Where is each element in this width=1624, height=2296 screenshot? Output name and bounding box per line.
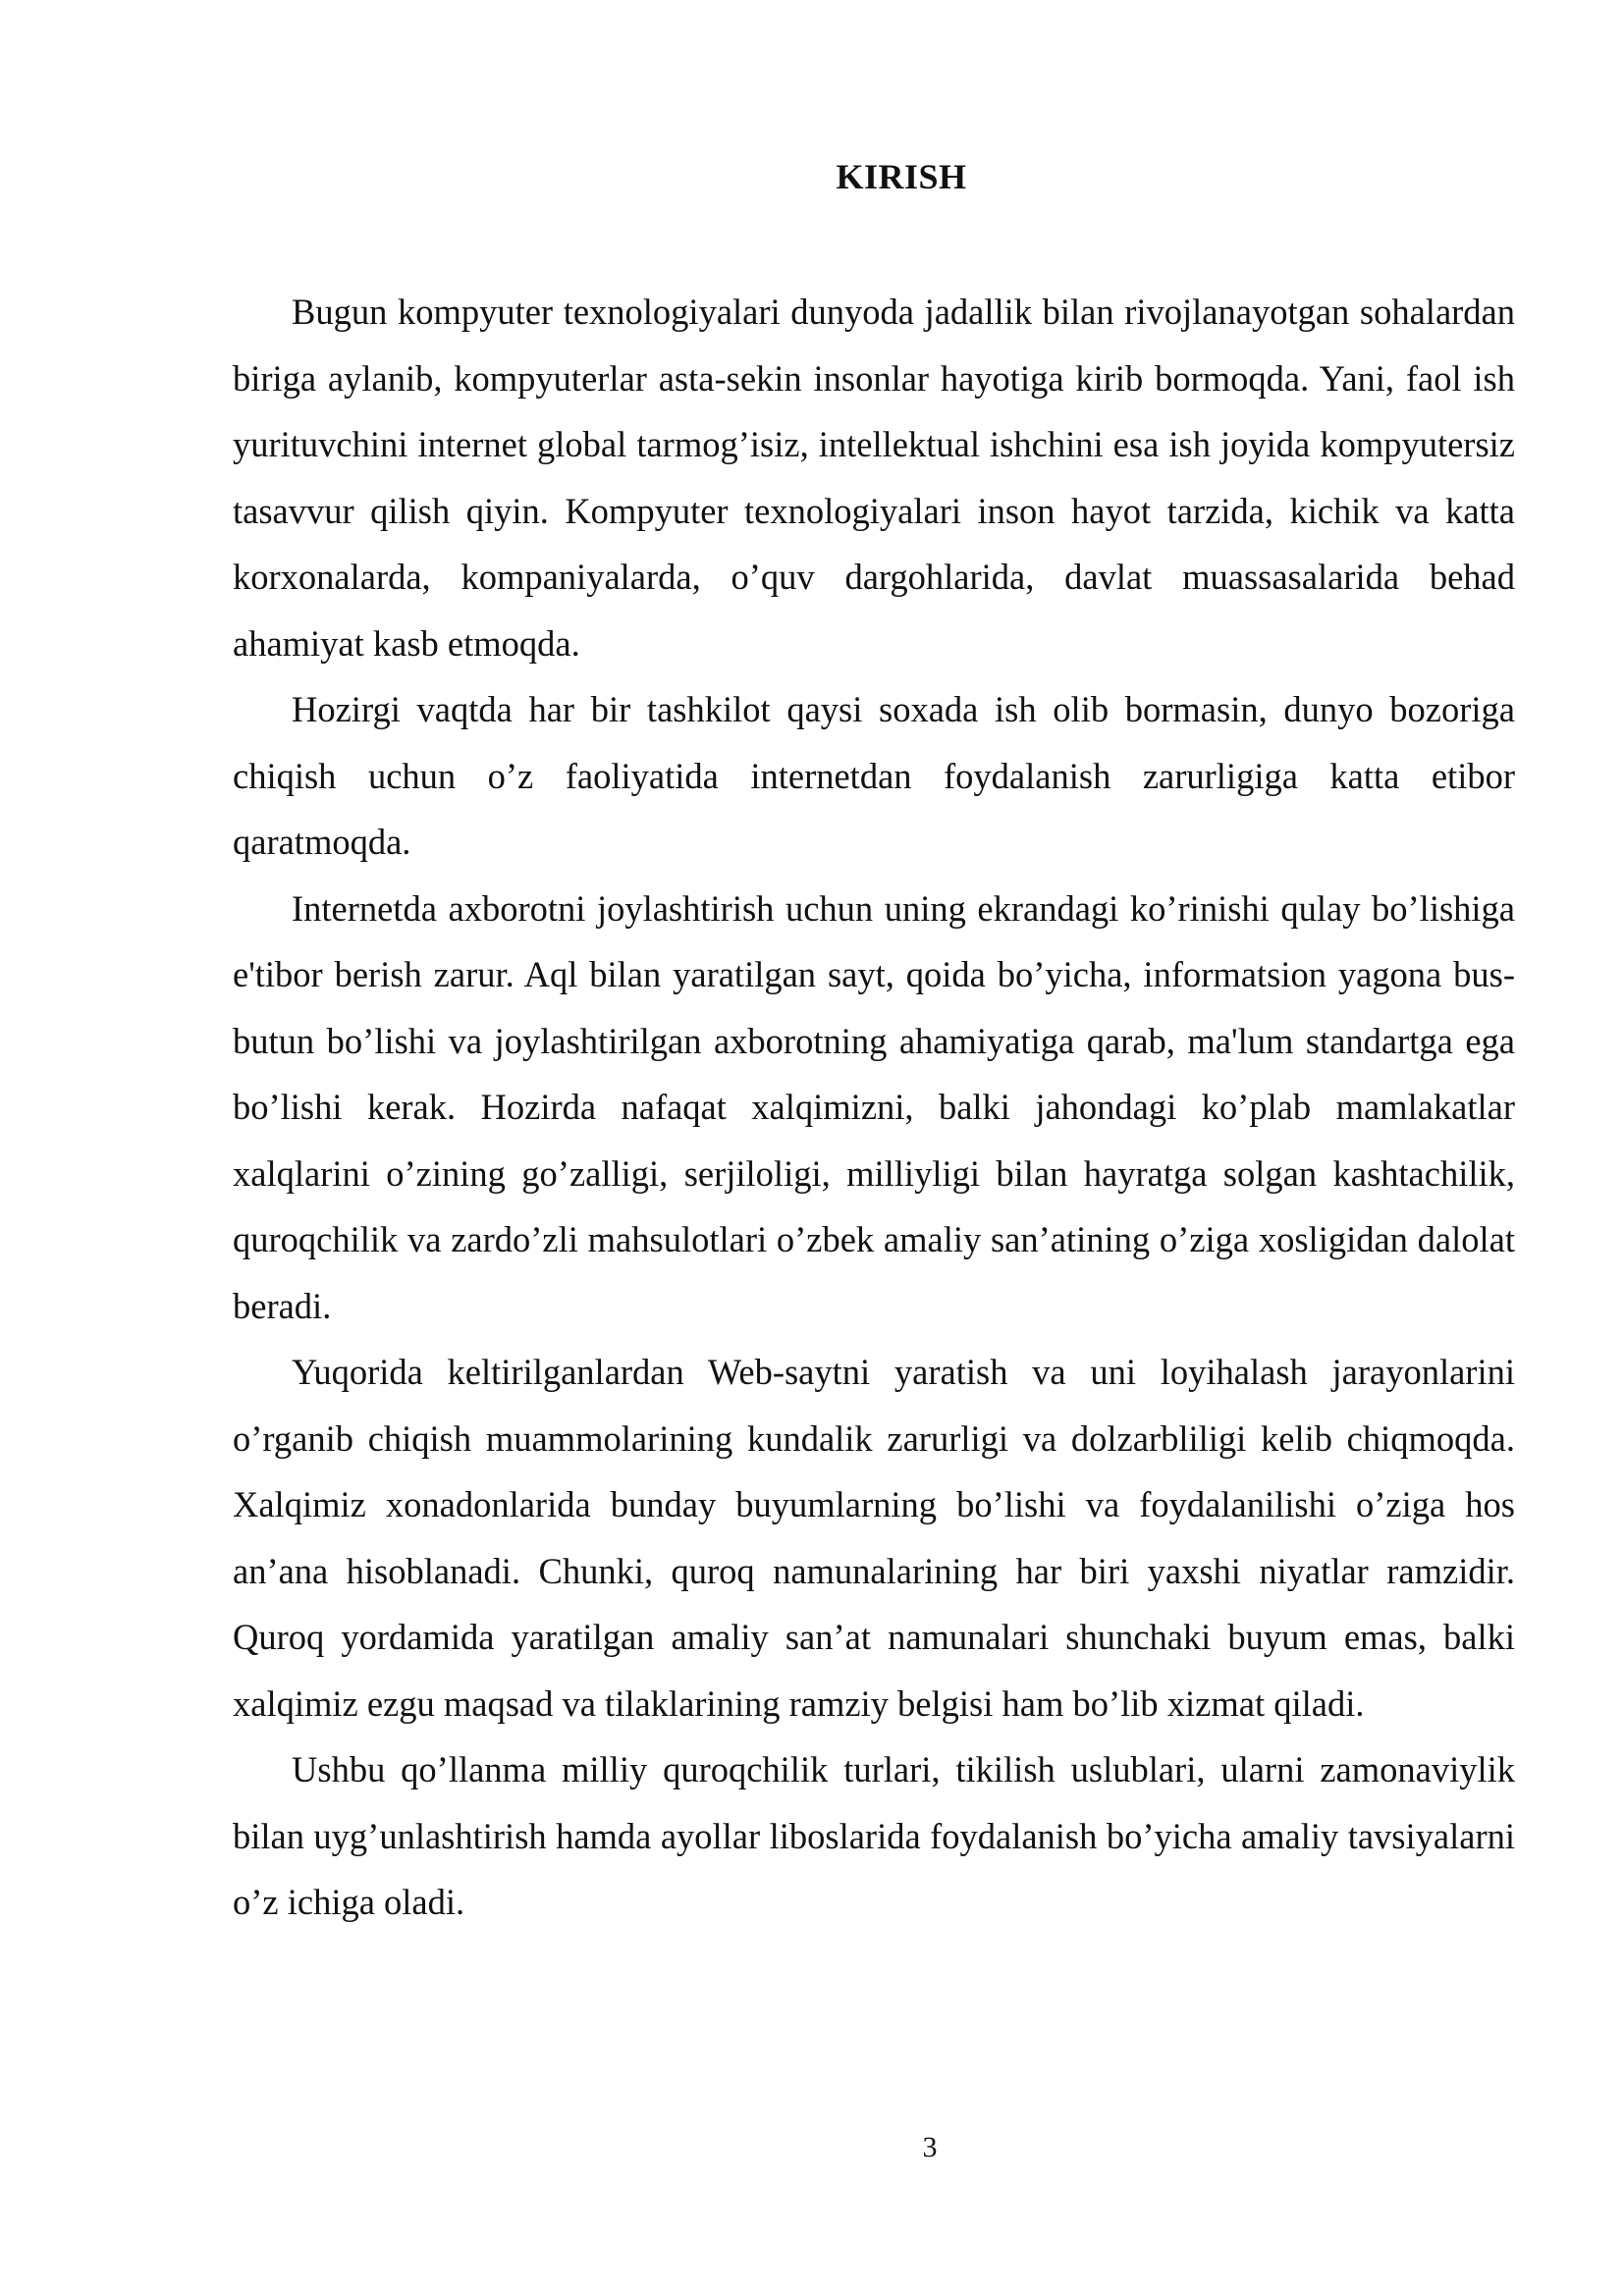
paragraph-3: Internetda axborotni joylashtirish uchun uning ekrandagi ko’rinishi qulay bo’lishiga e'tibor berish zarur. Aql bilan yaratilgan sayt, qoida bo’yicha, informatsion yagona bus-butun bo’lishi va joylashtirilgan axborotning ahamiyatiga qarab, ma'lum standartga ega bo’lishi kerak. Hozirda nafaqat xalqimizni, balki jahondagi ko’plab mamlakatlar xalqlarini o’zining go’zalligi, serjiloligi, milliyligi bilan hayratga solgan kashtachilik, quroqchilik va zardo’zli mahsulotlari o’zbek amaliy san’atining o’ziga xosligidan dalolat beradi. <box>233 887 1515 1326</box>
page-title: KIRISH <box>836 157 967 196</box>
page-number: 3 <box>922 2131 938 2163</box>
document-body <box>233 279 1515 1936</box>
paragraph-1: Bugun kompyuter texnologiyalari dunyoda jadallik bilan rivojlanayotgan sohalardan biriga aylanib, kompyuterlar asta-sekin insonlar hayotiga kirib bormoqda. Yani, faol ish yurituvchini internet global tarmog’isiz, intellektual ishchini esa ish joyida kompyutersiz tasavvur qilish qiyin. Kompyuter texnologiyalari inson hayot tarzida, kichik va katta korxonalarda, kompaniyalarda, o’quv dargohlarida, davlat muassasalarida behad ahamiyat kasb etmoqda. <box>233 292 1515 664</box>
paragraph-2: Hozirgi vaqtda har bir tashkilot qaysi soxada ish olib bormasin, dunyo bozoriga chiqish uchun o’z faoliyatida internetdan foydalanish zarurligiga katta etibor qaratmoqda. <box>233 689 1515 862</box>
paragraph-5: Ushbu qo’llanma milliy quroqchilik turlari, tikilish uslublari, ularni zamonaviylik bilan uyg’unlashtirish hamda ayollar liboslarida foydalanish bo’yicha amaliy tavsiyalarni o’z ichiga oladi. <box>233 1749 1515 1922</box>
paragraph-4: Yuqorida keltirilganlardan Web-saytni yaratish va uni loyihalash jarayonlarini o’rganib chiqish muammolarining kundalik zarurligi va dolzarbliligi kelib chiqmoqda. Xalqimiz xonadonlarida bunday buyumlarning bo’lishi va foydalanilishi o’ziga hos an’ana hisoblanadi. Chunki, quroq namunalarining har biri yaxshi niyatlar ramzidir. Quroq yordamida yaratilgan amaliy san’at namunalari shunchaki buyum emas, balki xalqimiz ezgu maqsad va tilaklarining ramziy belgisi ham bo’lib xizmat qiladi. <box>233 1352 1515 1724</box>
